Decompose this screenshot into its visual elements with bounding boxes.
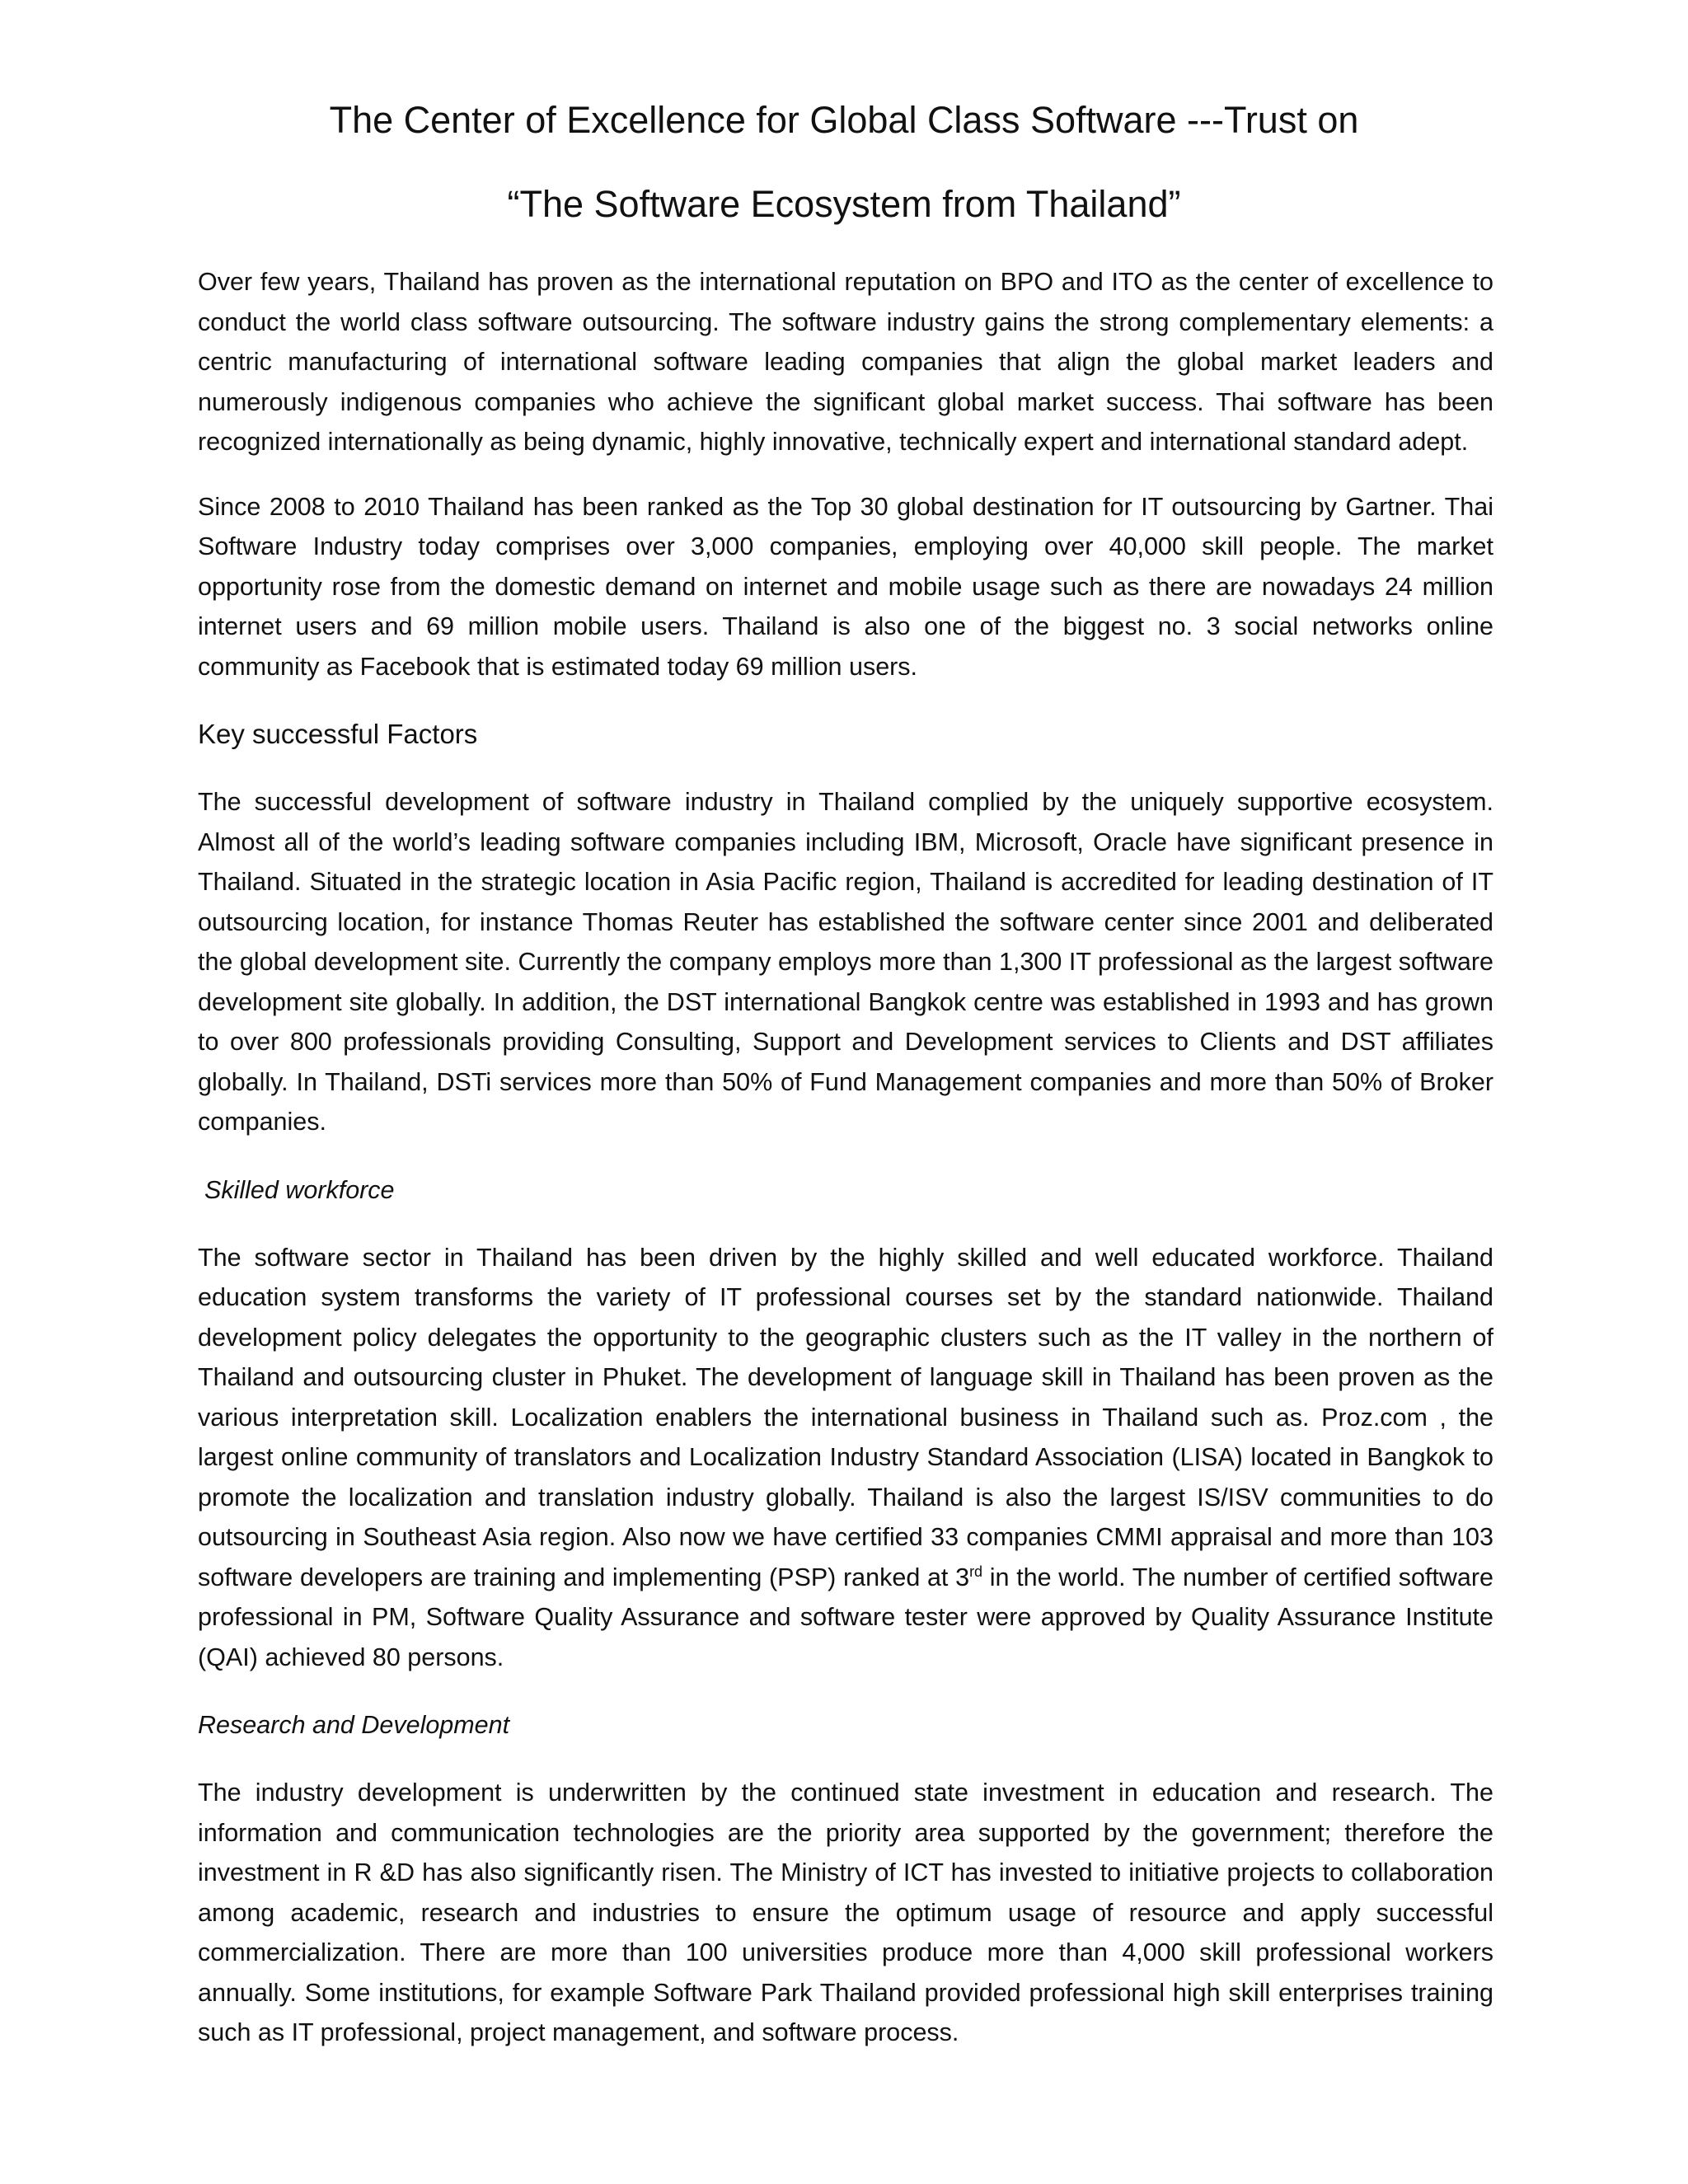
paragraph-workforce-main: The software sector in Thailand has been driven by the highly skilled and well educated workforce. Thailand education system transforms the variety of IT professional courses set by the standard nationwide. Thailand development policy delegates the opportunity to the geographic clusters such as the IT valley in the northern of Thailand and outsourcing cluster in Phuket. The development of language skill in Thailand has been proven as the various interpretation skill. Localization enablers the international business in Thailand such as. Proz.com , the largest online community of translators and Localization Industry Standard Association (LISA) located in Bangkok to promote the localization and translation industry globally. Thailand is also the largest IS/ISV communities to do outsourcing in Southeast Asia region. Also now we have certified 33 companies CMMI appraisal and more than 103 software developers are training and implementing (PSP) ranked at 3 <box>198 1243 1493 1591</box>
paragraph-intro: Over few years, Thailand has proven as the international reputation on BPO and ITO as the center of excellence to conduct the world class software outsourcing. The software industry gains the strong complementary elements: a centric manufacturing of international software leading companies that align the global market leaders and numerously indigenous companies who achieve the significant global market success. Thai software has been recognized internationally as being dynamic, highly innovative, technically expert and international standard adept. <box>198 268 1493 456</box>
document-title-line-2: “The Software Ecosystem from Thailand” <box>507 183 1181 225</box>
ordinal-suffix: rd <box>969 1563 983 1580</box>
paragraph-ecosystem: The successful development of software industry in Thailand complied by the uniquely supportive ecosystem. Almost all of the world’s leading software companies including IBM, Microsoft, Oracle have significant presence in Thailand. Situated in the strategic location in Asia Pacific region, Thailand is accredited for leading destination of IT outsourcing location, for instance Thomas Reuter has established the software center since 2001 and deliberated the global development site. Currently the company employs more than 1,300 IT professional as the largest software development site globally. In addition, the DST international Bangkok centre was established in 1993 and has grown to over 800 professionals providing Consulting, Support and Development services to Clients and DST affiliates globally. In Thailand, DSTi services more than 50% of Fund Management companies and more than 50% of Broker companies. <box>198 788 1493 1136</box>
heading-skilled-workforce: Skilled workforce <box>204 1175 395 1204</box>
document-body <box>198 262 1493 2053</box>
paragraph-workforce <box>198 1238 1493 1678</box>
paragraph-workforce-tail: in the world. The number of certified software professional in PM, Software Quality Assurance and software tester were approved by Quality Assurance Institute (QAI) achieved 80 persons. <box>198 1563 1493 1671</box>
paragraph-rankings: Since 2008 to 2010 Thailand has been ranked as the Top 30 global destination for IT outsourcing by Gartner. Thai Software Industry today comprises over 3,000 companies, employing over 40,000 skill people. The market opportunity rose from the domestic demand on internet and mobile usage such as there are nowadays 24 million internet users and 69 million mobile users. Thailand is also one of the biggest no. 3 social networks online community as Facebook that is estimated today 69 million users. <box>198 492 1493 681</box>
paragraph-research: The industry development is underwritten by the continued state investment in education and research. The information and communication technologies are the priority area supported by the government; therefore the investment in R &D has also significantly risen. The Ministry of ICT has invested to initiative projects to collaboration among academic, research and industries to ensure the optimum usage of resource and apply successful commercialization. There are more than 100 universities produce more than 4,000 skill professional workers annually. Some institutions, for example Software Park Thailand provided professional high skill enterprises training such as IT professional, project management, and software process. <box>198 1779 1493 2046</box>
heading-research-and-development: Research and Development <box>198 1711 510 1739</box>
heading-key-successful-factors: Key successful Factors <box>198 719 478 749</box>
document-title-line-1: The Center of Excellence for Global Class Software ---Trust on <box>329 99 1359 141</box>
